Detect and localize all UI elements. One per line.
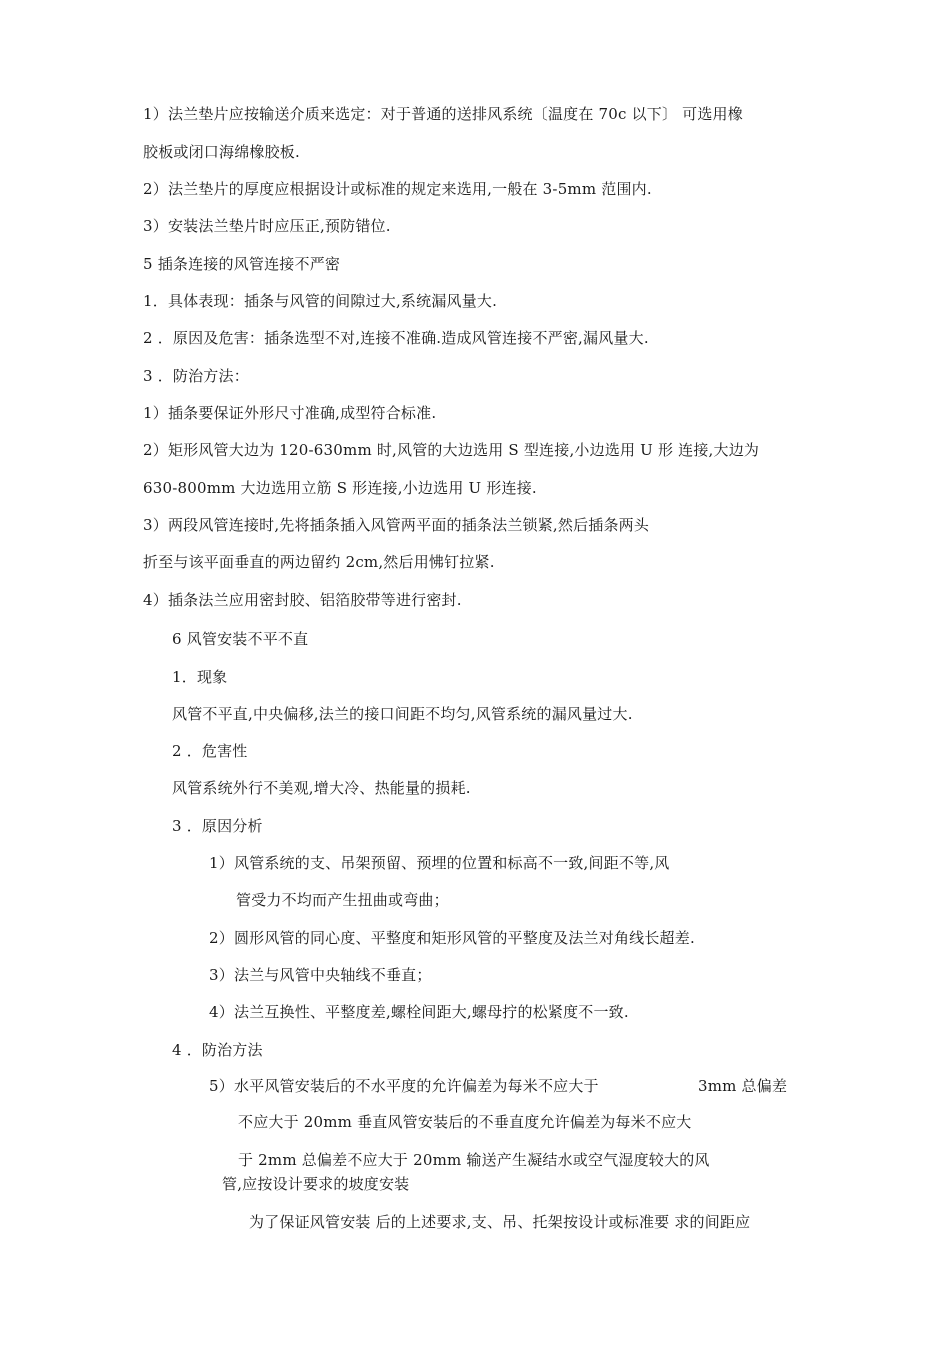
text-line: 1）插条要保证外形尺寸准确,成型符合标准. bbox=[143, 404, 437, 422]
text-line: 4）插条法兰应用密封胶、铝箔胶带等进行密封. bbox=[143, 591, 462, 609]
text-line: 630-800mm 大边选用立筋 S 形连接,小边选用 U 形连接. bbox=[143, 479, 537, 497]
text-line: 3mm 总偏差 bbox=[698, 1077, 788, 1095]
subsection-heading: 4 ．防治方法 bbox=[172, 1041, 263, 1059]
subsection-heading: 2 ．危害性 bbox=[172, 742, 248, 760]
text-line: 3）法兰与风管中央轴线不垂直； bbox=[209, 966, 432, 984]
text-line: 于 2mm 总偏差不应大于 20mm 输送产生凝结水或空气湿度较大的风 bbox=[238, 1151, 710, 1169]
text-line: 1）法兰垫片应按输送介质来选定：对于普通的送排风系统〔温度在 70c 以下〕 可选用橡 bbox=[143, 105, 743, 123]
text-line: 1）风管系统的支、吊架预留、预埋的位置和标高不一致,间距不等,风 bbox=[209, 854, 670, 872]
text-line: 管受力不均而产生扭曲或弯曲； bbox=[236, 891, 449, 909]
text-line: 1．具体表现：插条与风管的间隙过大,系统漏风量大. bbox=[143, 292, 498, 310]
text-line: 3）两段风管连接时,先将插条插入风管两平面的插条法兰锁紧,然后插条两头 bbox=[143, 516, 650, 534]
text-line: 风管系统外行不美观,增大冷、热能量的损耗. bbox=[172, 779, 471, 797]
text-line: 风管不平直,中央偏移,法兰的接口间距不均匀,风管系统的漏风量过大. bbox=[172, 705, 633, 723]
section-heading: 6 风管安装不平不直 bbox=[172, 630, 309, 648]
text-line: 2）法兰垫片的厚度应根据设计或标准的规定来选用,一般在 3-5mm 范围内. bbox=[143, 180, 652, 198]
subsection-heading: 1．现象 bbox=[172, 668, 228, 686]
text-line: 2 ．原因及危害：插条选型不对,连接不准确.造成风管连接不严密,漏风量大. bbox=[143, 329, 649, 347]
subsection-heading: 3 ．原因分析 bbox=[172, 817, 263, 835]
text-line: 为了保证风管安装 后的上述要求,支、吊、托架按设计或标准要 求的间距应 bbox=[249, 1213, 751, 1231]
text-line: 4）法兰互换性、平整度差,螺栓间距大,螺母拧的松紧度不一致. bbox=[209, 1003, 629, 1021]
text-line: 不应大于 20mm 垂直风管安装后的不垂直度允许偏差为每米不应大 bbox=[238, 1113, 692, 1131]
section-heading: 5 插条连接的风管连接不严密 bbox=[143, 255, 341, 273]
text-line: 2）圆形风管的同心度、平整度和矩形风管的平整度及法兰对角线长超差. bbox=[209, 929, 695, 947]
text-line: 管,应按设计要求的坡度安装 bbox=[222, 1175, 410, 1193]
text-line: 2）矩形风管大边为 120-630mm 时,风管的大边选用 S 型连接,小边选用 U 形 连接,大边为 bbox=[143, 441, 760, 459]
text-line: 3）安装法兰垫片时应压正,预防错位. bbox=[143, 217, 391, 235]
text-line: 胶板或闭口海绵橡胶板. bbox=[143, 143, 300, 161]
text-line: 3 ．防治方法： bbox=[143, 367, 249, 385]
text-line: 5）水平风管安装后的不水平度的允许偏差为每米不应大于 bbox=[209, 1077, 599, 1095]
text-line: 折至与该平面垂直的两边留约 2cm,然后用怫钉拉紧. bbox=[143, 553, 495, 571]
